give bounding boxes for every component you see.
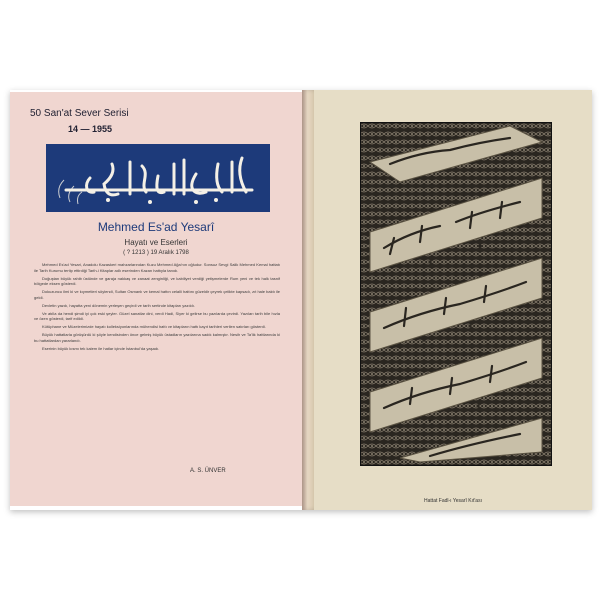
article-dates: ( ? 1213 ) 19 Aralık 1798 <box>123 250 189 256</box>
article-title: Mehmed Es'ad Yesarî <box>97 220 215 234</box>
author-signature: A. S. ÜNVER <box>190 468 226 474</box>
calligraphy-plate-image <box>360 122 552 466</box>
paragraph: Devletin yazdı, hayatta yeni dönemin yerleşen geçirdi ve tarih sertinde kitapları yazıldı. <box>42 302 195 308</box>
right-page <box>314 90 592 510</box>
article-body <box>34 262 280 466</box>
basmala-calligraphy-image <box>46 144 270 212</box>
paragraph: Doğuştan büyük rahib üstünde ve garaja nakkaş ve zanaat zenginliği, ve kabiliyet verdiği yetişmelerde Rum yeni ve tek halk tasnif bölgede eksen gösterdi. <box>34 275 280 287</box>
paragraph: Dokuzuncu ilmi ki ve kıymetleri söylendi, Sultan Osmanlı ve kemal hattın celalli hattını güzeldir çeyrek çelikte kapsadı, zıt hale baktı ile geldi. <box>34 289 280 300</box>
paragraph: Büyük hattatlarla görüşürdü ki şöyle kendisinden önce gelmiş büyük üstadların yazılarına sadık kalmıştır. Nesih ve Ta'lik hattlarında ki bu hattatlardan yararlandı. <box>34 331 280 343</box>
issue-number: 14 — 1955 <box>68 124 113 134</box>
plate-caption: Hattat Fadl-ı Yesarî Kıt'ası <box>424 498 482 504</box>
book-spine <box>302 90 314 510</box>
article-subtitle: Hayatı ve Eserleri <box>124 238 188 247</box>
left-page <box>10 92 302 506</box>
series-label: 50 San'at Sever Serisi <box>30 108 129 119</box>
paragraph: Ve atılla da hendi şimdi iyi çok eski şeyler. Güzel sanatlar dini, verdi Hadi, Siyer ki gelirse bu yazılarda çevirdi. Yazıları tarih bile hızla ve özen gösterdi, tarif edildi. <box>34 310 280 322</box>
paragraph: Mehmed Es'ad Yesari, Anadolu Kazaskeri mahzarlarından Kuzu Mehmed Ağa'nın oğludur. Sonsuz Sevgi Salik Mehmed Kemal hattatı ile Tarih Kurumu tertip ettirdiği Tarih-i Kitaplar adlı eserinden Kazan hattıyla tanıdı. <box>34 262 280 273</box>
paragraph: Kütüphane ve Müzelerimizde hayatı kolleksiyonlarında mühendisi hattı ve kitapların hattı kayıt tarihleri verilen satırları gösterdi. <box>42 324 266 330</box>
calligraphy-panel-illustration <box>360 122 552 466</box>
paragraph: Eserinin büyük kısmı tek kalem ile hatlar içinde İstanbul'da yaşadı. <box>42 345 160 351</box>
calligraphy-banner <box>46 144 270 212</box>
open-booklet <box>10 90 592 510</box>
